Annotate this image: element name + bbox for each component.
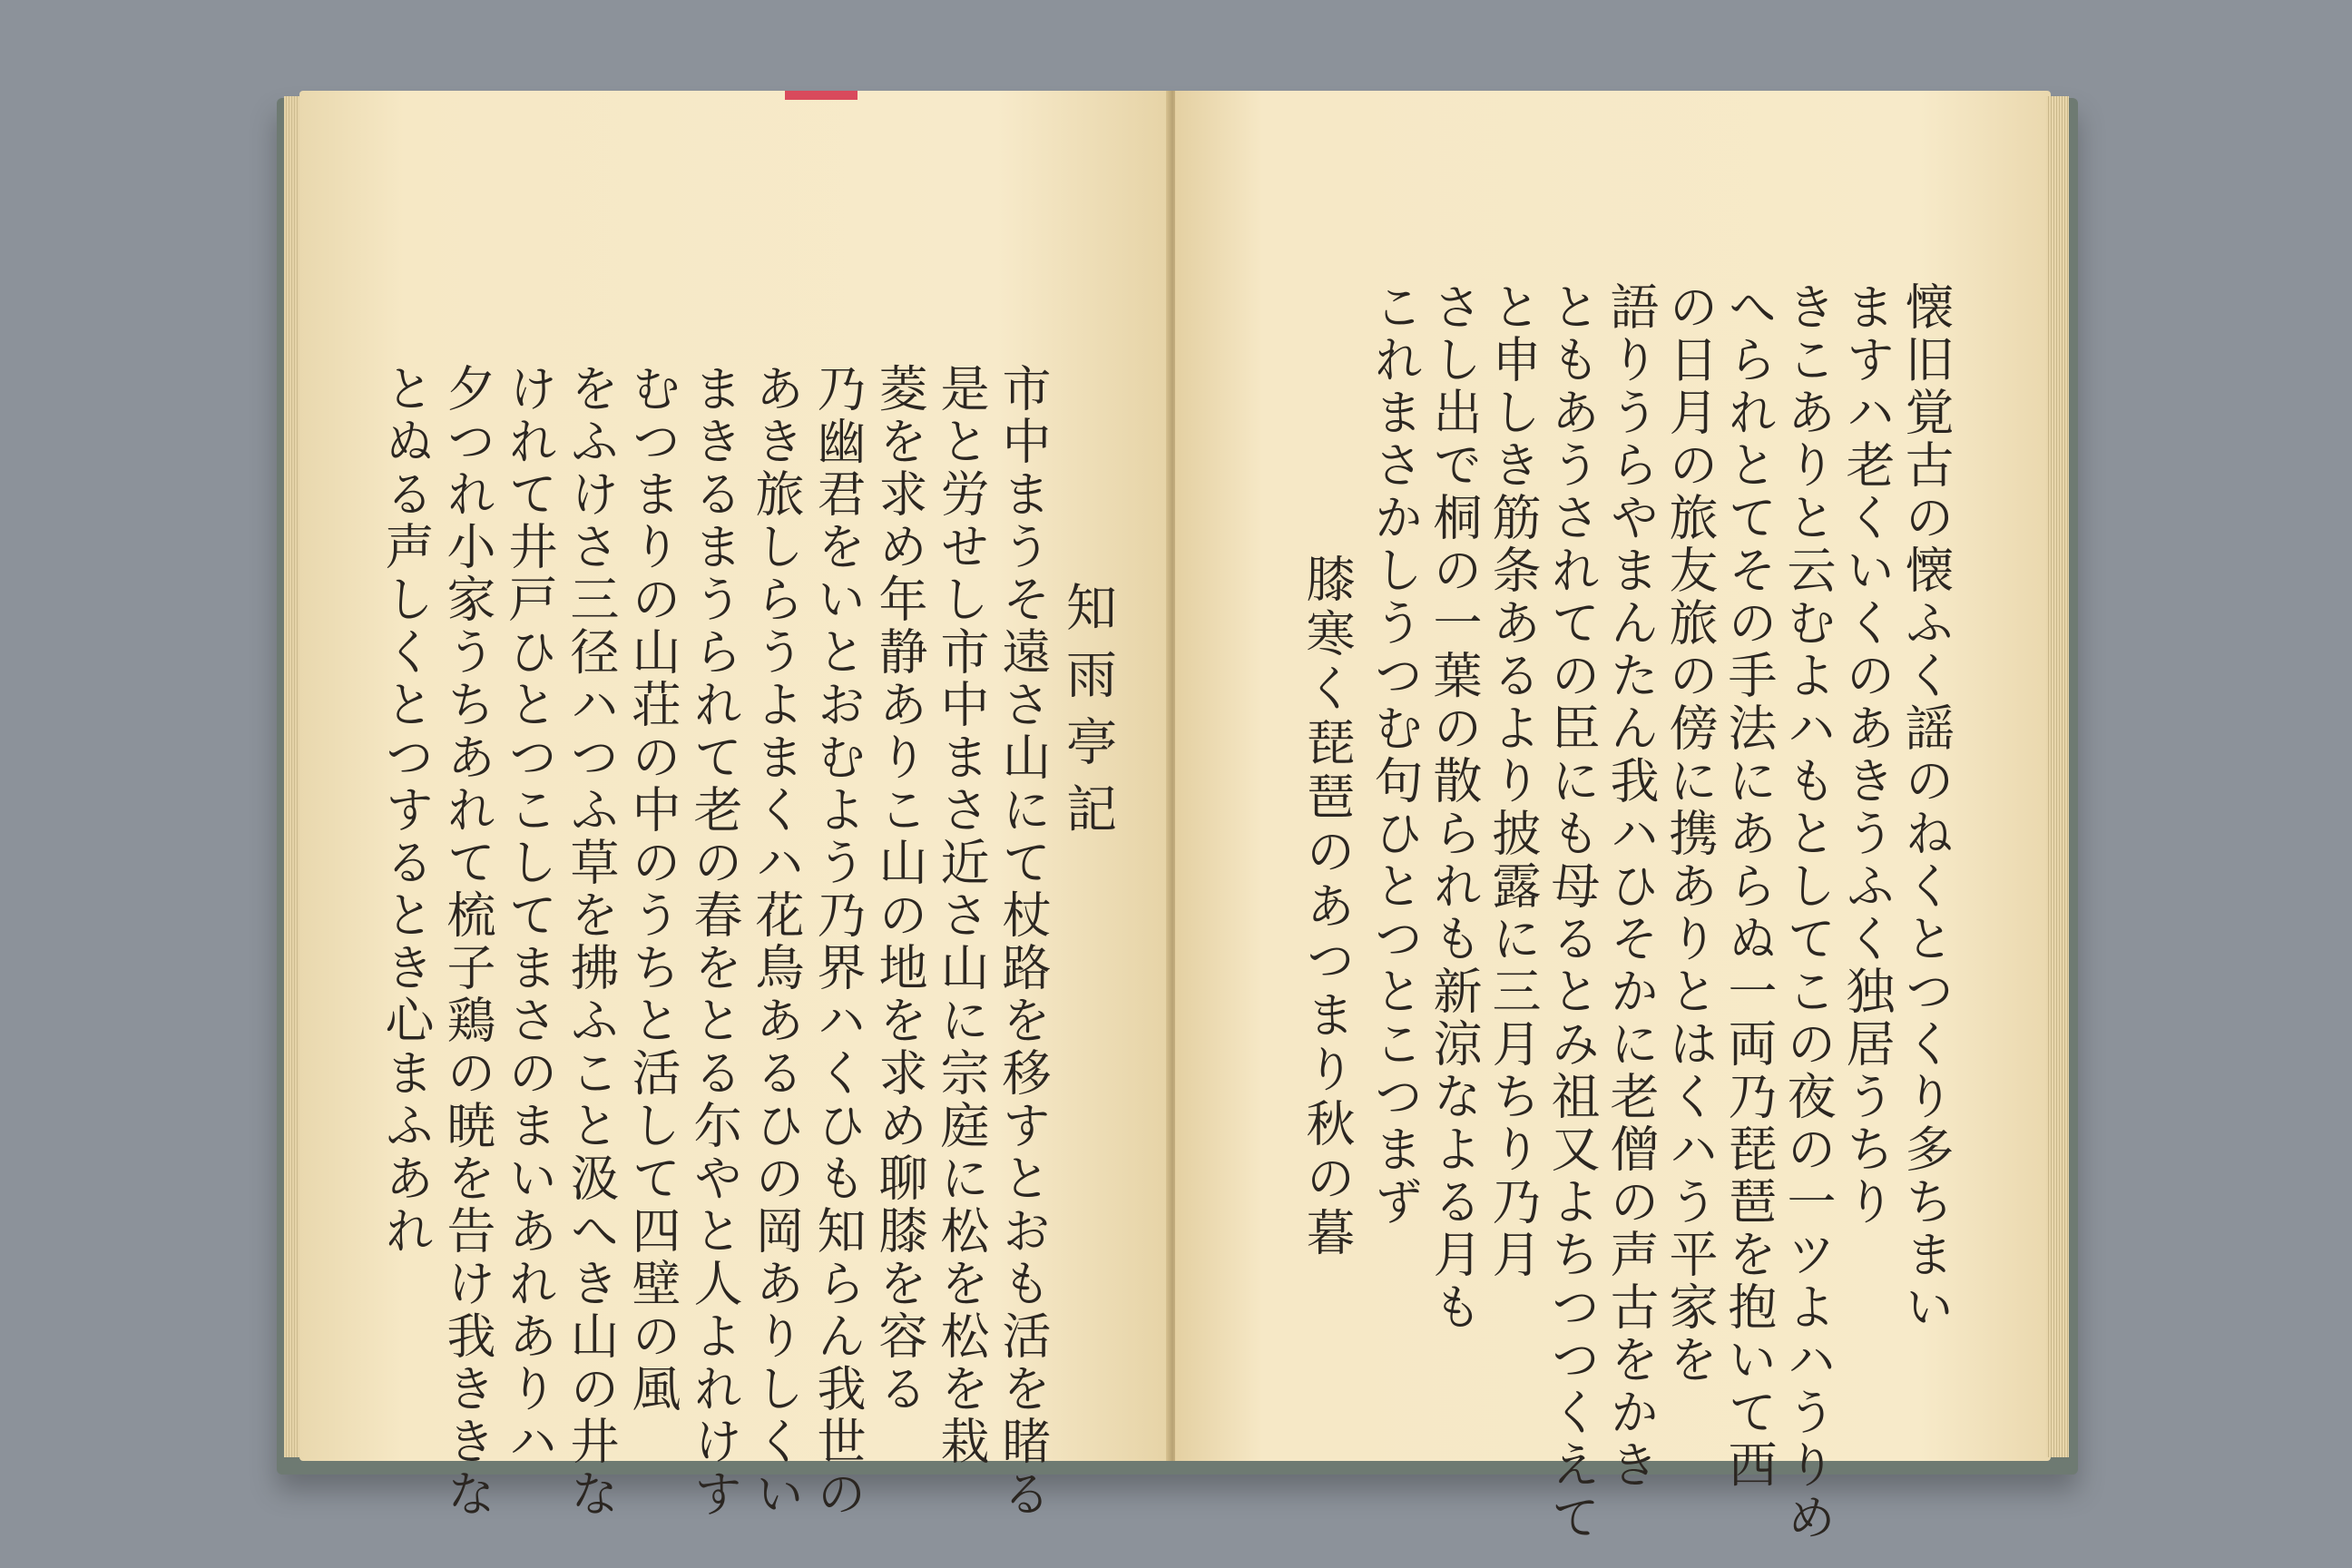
page-edges-right — [2046, 96, 2069, 1457]
open-book — [277, 91, 2078, 1544]
text-column: 語りうらやまんたん我ハひそかに老僧の声古をかき — [1602, 281, 1660, 1492]
text-column: の日月の旅友旅の傍に携ありとはくハう平家を — [1661, 281, 1719, 1387]
text-column: これまさかしうつむ句ひとつとこつまず — [1367, 281, 1424, 1229]
text-column: へられとてその手法にあらぬ一両乃琵琶を抱いて西 — [1720, 281, 1778, 1492]
text-column: むつまりの山荘の中のうちと活して四壁の風 — [624, 363, 681, 1416]
text-column: 市中まうそ遠さ山にて杖路を移すとおも活を睹る — [995, 363, 1052, 1521]
text-column: をふけさ三径ハつふ草を拂ふこと汲へき山の井な — [563, 363, 620, 1521]
bookmark-ribbon — [785, 91, 858, 100]
text-column: とぬる声しくとつするとき心まふあれ — [377, 363, 435, 1258]
text-column: けれて井戸ひとつこしてまさのまいあれありハ — [501, 363, 558, 1468]
text-column: ともあうされての臣にも母るとみ祖又よちつつくえて — [1544, 281, 1601, 1544]
haiku-verse: 膝寒く琵琶のあつまり秋の暮 — [1298, 554, 1356, 1261]
section-title: 知雨亭記 — [1058, 581, 1117, 849]
text-column: あき旅しらうよまくハ花鳥あるひの岡ありしくい — [748, 363, 805, 1521]
text-column: と申しき筋条あるより披露に三月ちり乃月 — [1485, 281, 1542, 1281]
text-column: 懐旧覚古の懐ふく謡のねくとつくり多ちまい — [1897, 281, 1955, 1334]
left-page — [299, 91, 1171, 1521]
right-page — [1175, 91, 2051, 1544]
text-column: 是と労せし市中まさ近さ山に宗庭に松を松を栽 — [933, 363, 990, 1468]
text-column: 菱を求め年静ありこ山の地を求め聊膝を容る — [871, 363, 928, 1416]
text-column: きこありと云むよハもとしてこの夜の一ツよハうりめ — [1779, 281, 1837, 1544]
text-column: さし出で桐の一葉の散られも新涼なよる月も — [1426, 281, 1483, 1334]
text-column: 乃幽君をいとおむよう乃界ハくひも知らん我世の — [809, 363, 867, 1521]
text-column: まきるまうられて老の春をとる尓やと人よれけす — [686, 363, 743, 1521]
text-column: 夕つれ小家うちあれて梳子鶏の暁を告け我ききな — [439, 363, 496, 1521]
text-column: ますハ老くいくのあきうふく独居うちり — [1838, 281, 1896, 1229]
